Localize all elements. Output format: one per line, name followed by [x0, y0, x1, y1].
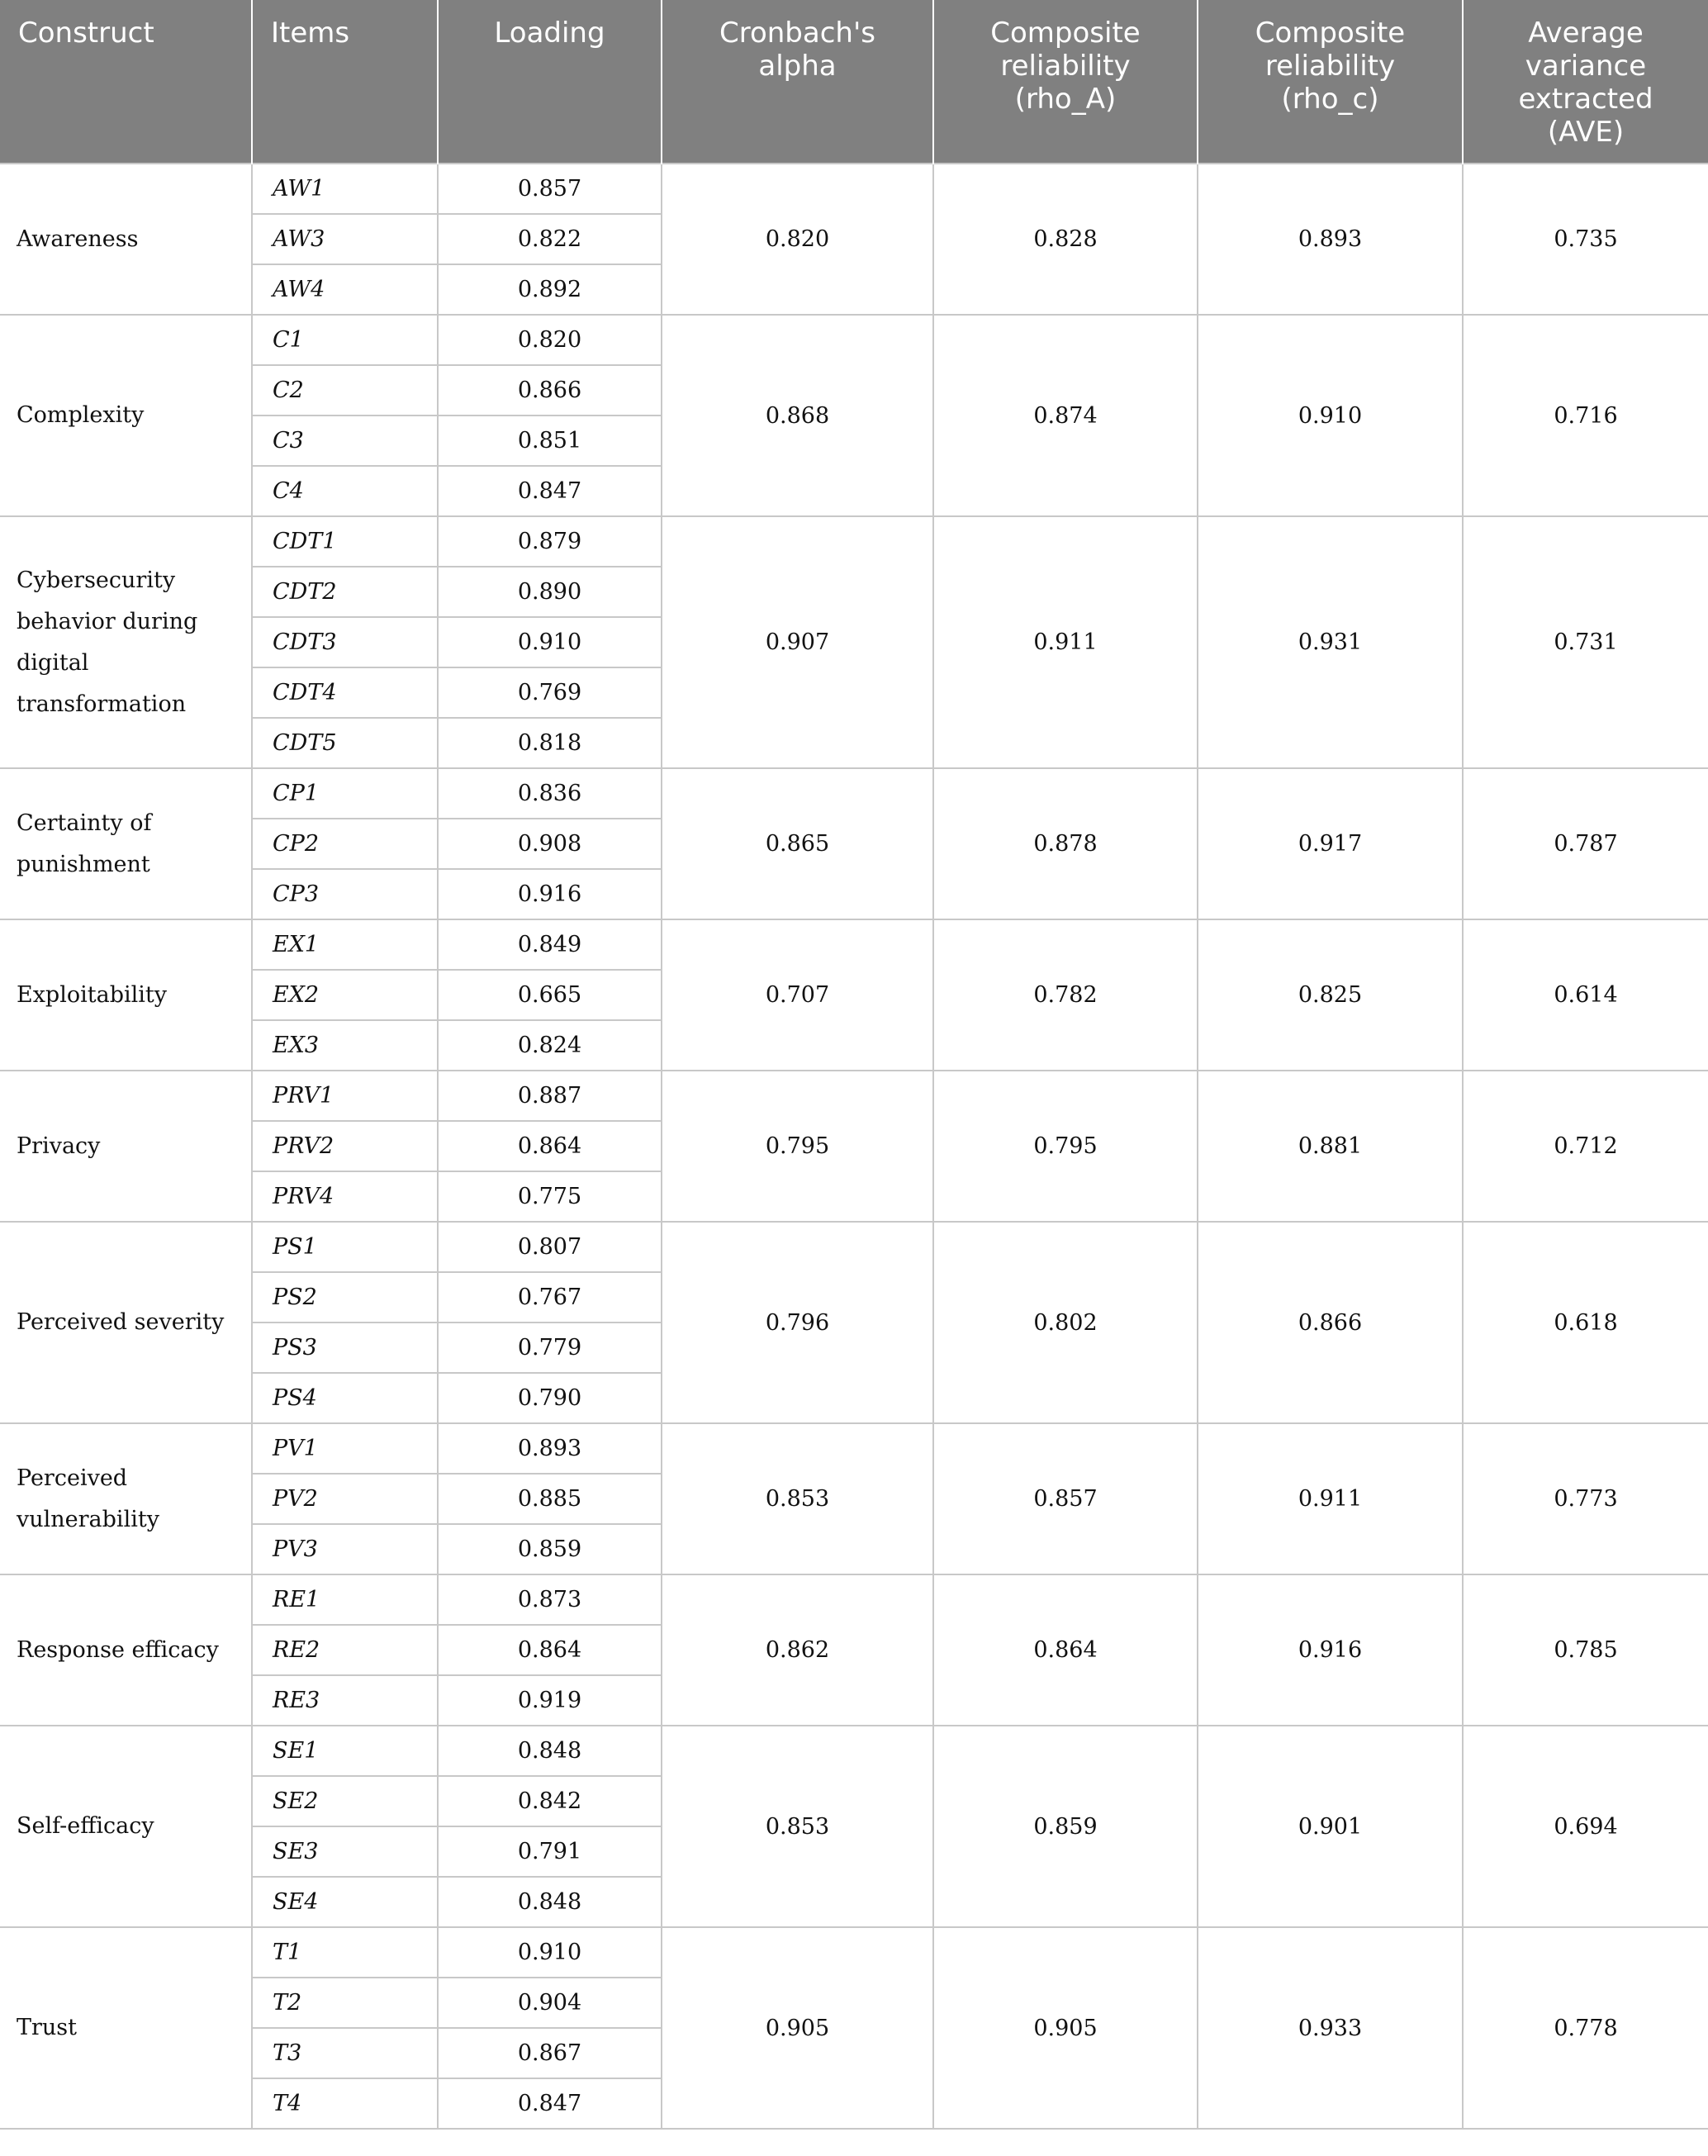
item-cell: EX1	[252, 919, 438, 970]
item-cell: RE3	[252, 1675, 438, 1726]
item-cell: CDT3	[252, 617, 438, 667]
item-cell: RE2	[252, 1625, 438, 1675]
alpha-cell: 0.865	[662, 768, 933, 919]
item-cell: CDT2	[252, 567, 438, 617]
loading-cell: 0.866	[438, 365, 662, 416]
header-construct: Construct	[0, 0, 252, 164]
alpha-cell: 0.907	[662, 516, 933, 768]
item-cell: SE2	[252, 1776, 438, 1826]
alpha-cell: 0.853	[662, 1726, 933, 1927]
item-cell: C2	[252, 365, 438, 416]
rho-a-cell: 0.864	[933, 1574, 1198, 1726]
loading-cell: 0.791	[438, 1826, 662, 1877]
table-row	[0, 768, 1708, 819]
rho-a-cell: 0.795	[933, 1071, 1198, 1222]
rho-c-cell: 0.933	[1198, 1927, 1463, 2129]
table-row	[0, 1222, 1708, 1272]
item-cell: T4	[252, 2078, 438, 2129]
table-row	[0, 164, 1708, 214]
item-cell: C3	[252, 416, 438, 466]
loading-cell: 0.908	[438, 819, 662, 869]
item-cell: SE3	[252, 1826, 438, 1877]
construct-cell: Perceived severity	[0, 1222, 252, 1423]
loading-cell: 0.848	[438, 1726, 662, 1776]
construct-cell: Perceived vulnerability	[0, 1423, 252, 1574]
table-row	[0, 516, 1708, 567]
alpha-cell: 0.707	[662, 919, 933, 1071]
item-cell: PRV2	[252, 1121, 438, 1171]
table-row	[0, 1927, 1708, 1978]
item-cell: PV2	[252, 1474, 438, 1524]
loading-cell: 0.864	[438, 1625, 662, 1675]
rho-a-cell: 0.857	[933, 1423, 1198, 1574]
item-cell: CP2	[252, 819, 438, 869]
loading-cell: 0.775	[438, 1171, 662, 1222]
item-cell: PV1	[252, 1423, 438, 1474]
loading-cell: 0.910	[438, 1927, 662, 1978]
loading-cell: 0.842	[438, 1776, 662, 1826]
table-row	[0, 1726, 1708, 1776]
rho-a-cell: 0.874	[933, 315, 1198, 516]
header-items: Items	[252, 0, 438, 164]
construct-cell: Cybersecurity behavior during digital transformation	[0, 516, 252, 768]
loading-cell: 0.890	[438, 567, 662, 617]
loading-cell: 0.767	[438, 1272, 662, 1323]
loading-cell: 0.851	[438, 416, 662, 466]
alpha-cell: 0.853	[662, 1423, 933, 1574]
item-cell: CP3	[252, 869, 438, 919]
header-cronbach-alpha: Cronbach's alpha	[662, 0, 933, 164]
construct-cell: Complexity	[0, 315, 252, 516]
rho-a-cell: 0.859	[933, 1726, 1198, 1927]
loading-cell: 0.769	[438, 667, 662, 718]
item-cell: RE1	[252, 1574, 438, 1625]
ave-cell: 0.618	[1463, 1222, 1708, 1423]
ave-cell: 0.716	[1463, 315, 1708, 516]
ave-cell: 0.614	[1463, 919, 1708, 1071]
header-rho-c: Composite reliability (rho_c)	[1198, 0, 1463, 164]
loading-cell: 0.836	[438, 768, 662, 819]
construct-cell: Self-efficacy	[0, 1726, 252, 1927]
ave-cell: 0.712	[1463, 1071, 1708, 1222]
loading-cell: 0.910	[438, 617, 662, 667]
item-cell: T1	[252, 1927, 438, 1978]
ave-cell: 0.694	[1463, 1726, 1708, 1927]
item-cell: CP1	[252, 768, 438, 819]
rho-c-cell: 0.901	[1198, 1726, 1463, 1927]
rho-a-cell: 0.828	[933, 164, 1198, 315]
item-cell: SE4	[252, 1877, 438, 1927]
item-cell: C1	[252, 315, 438, 365]
table-row	[0, 919, 1708, 970]
loading-cell: 0.919	[438, 1675, 662, 1726]
alpha-cell: 0.796	[662, 1222, 933, 1423]
rho-c-cell: 0.917	[1198, 768, 1463, 919]
loading-cell: 0.904	[438, 1978, 662, 2028]
loading-cell: 0.822	[438, 214, 662, 264]
loading-cell: 0.820	[438, 315, 662, 365]
construct-cell: Response efficacy	[0, 1574, 252, 1726]
item-cell: CDT4	[252, 667, 438, 718]
ave-cell: 0.778	[1463, 1927, 1708, 2129]
header-loading: Loading	[438, 0, 662, 164]
loading-cell: 0.857	[438, 164, 662, 214]
item-cell: PS4	[252, 1373, 438, 1423]
ave-cell: 0.787	[1463, 768, 1708, 919]
header-rho-a: Composite reliability (rho_A)	[933, 0, 1198, 164]
loading-cell: 0.790	[438, 1373, 662, 1423]
alpha-cell: 0.795	[662, 1071, 933, 1222]
header-row	[0, 0, 1708, 164]
item-cell: AW1	[252, 164, 438, 214]
rho-c-cell: 0.931	[1198, 516, 1463, 768]
rho-a-cell: 0.782	[933, 919, 1198, 1071]
loading-cell: 0.665	[438, 970, 662, 1020]
table-row	[0, 1071, 1708, 1121]
alpha-cell: 0.862	[662, 1574, 933, 1726]
item-cell: PS2	[252, 1272, 438, 1323]
ave-cell: 0.735	[1463, 164, 1708, 315]
rho-c-cell: 0.866	[1198, 1222, 1463, 1423]
table-row	[0, 315, 1708, 365]
ave-cell: 0.773	[1463, 1423, 1708, 1574]
loading-cell: 0.892	[438, 264, 662, 315]
alpha-cell: 0.820	[662, 164, 933, 315]
loading-cell: 0.867	[438, 2028, 662, 2078]
rho-a-cell: 0.802	[933, 1222, 1198, 1423]
rho-c-cell: 0.916	[1198, 1574, 1463, 1726]
construct-cell: Trust	[0, 1927, 252, 2129]
construct-cell: Awareness	[0, 164, 252, 315]
construct-cell: Exploitability	[0, 919, 252, 1071]
item-cell: PRV4	[252, 1171, 438, 1222]
rho-c-cell: 0.825	[1198, 919, 1463, 1071]
item-cell: AW4	[252, 264, 438, 315]
loading-cell: 0.887	[438, 1071, 662, 1121]
construct-cell: Certainty of punishment	[0, 768, 252, 919]
loading-cell: 0.873	[438, 1574, 662, 1625]
item-cell: CDT5	[252, 718, 438, 768]
item-cell: T2	[252, 1978, 438, 2028]
rho-a-cell: 0.905	[933, 1927, 1198, 2129]
loading-cell: 0.885	[438, 1474, 662, 1524]
header-ave: Average variance extracted (AVE)	[1463, 0, 1708, 164]
loading-cell: 0.893	[438, 1423, 662, 1474]
item-cell: PS1	[252, 1222, 438, 1272]
item-cell: PS3	[252, 1323, 438, 1373]
table-body	[0, 164, 1708, 2129]
loading-cell: 0.916	[438, 869, 662, 919]
rho-c-cell: 0.893	[1198, 164, 1463, 315]
item-cell: SE1	[252, 1726, 438, 1776]
item-cell: C4	[252, 466, 438, 516]
rho-c-cell: 0.910	[1198, 315, 1463, 516]
loading-cell: 0.848	[438, 1877, 662, 1927]
construct-cell: Privacy	[0, 1071, 252, 1222]
rho-a-cell: 0.878	[933, 768, 1198, 919]
item-cell: EX2	[252, 970, 438, 1020]
item-cell: EX3	[252, 1020, 438, 1071]
alpha-cell: 0.905	[662, 1927, 933, 2129]
loading-cell: 0.807	[438, 1222, 662, 1272]
loading-cell: 0.779	[438, 1323, 662, 1373]
item-cell: CDT1	[252, 516, 438, 567]
loading-cell: 0.824	[438, 1020, 662, 1071]
rho-c-cell: 0.911	[1198, 1423, 1463, 1574]
rho-c-cell: 0.881	[1198, 1071, 1463, 1222]
table-row	[0, 1574, 1708, 1625]
loading-cell: 0.818	[438, 718, 662, 768]
loading-cell: 0.879	[438, 516, 662, 567]
item-cell: AW3	[252, 214, 438, 264]
item-cell: PV3	[252, 1524, 438, 1574]
alpha-cell: 0.868	[662, 315, 933, 516]
table-row	[0, 1423, 1708, 1474]
loading-cell: 0.847	[438, 2078, 662, 2129]
item-cell: T3	[252, 2028, 438, 2078]
loading-cell: 0.864	[438, 1121, 662, 1171]
loading-cell: 0.847	[438, 466, 662, 516]
rho-a-cell: 0.911	[933, 516, 1198, 768]
loading-cell: 0.849	[438, 919, 662, 970]
ave-cell: 0.731	[1463, 516, 1708, 768]
ave-cell: 0.785	[1463, 1574, 1708, 1726]
item-cell: PRV1	[252, 1071, 438, 1121]
loading-cell: 0.859	[438, 1524, 662, 1574]
